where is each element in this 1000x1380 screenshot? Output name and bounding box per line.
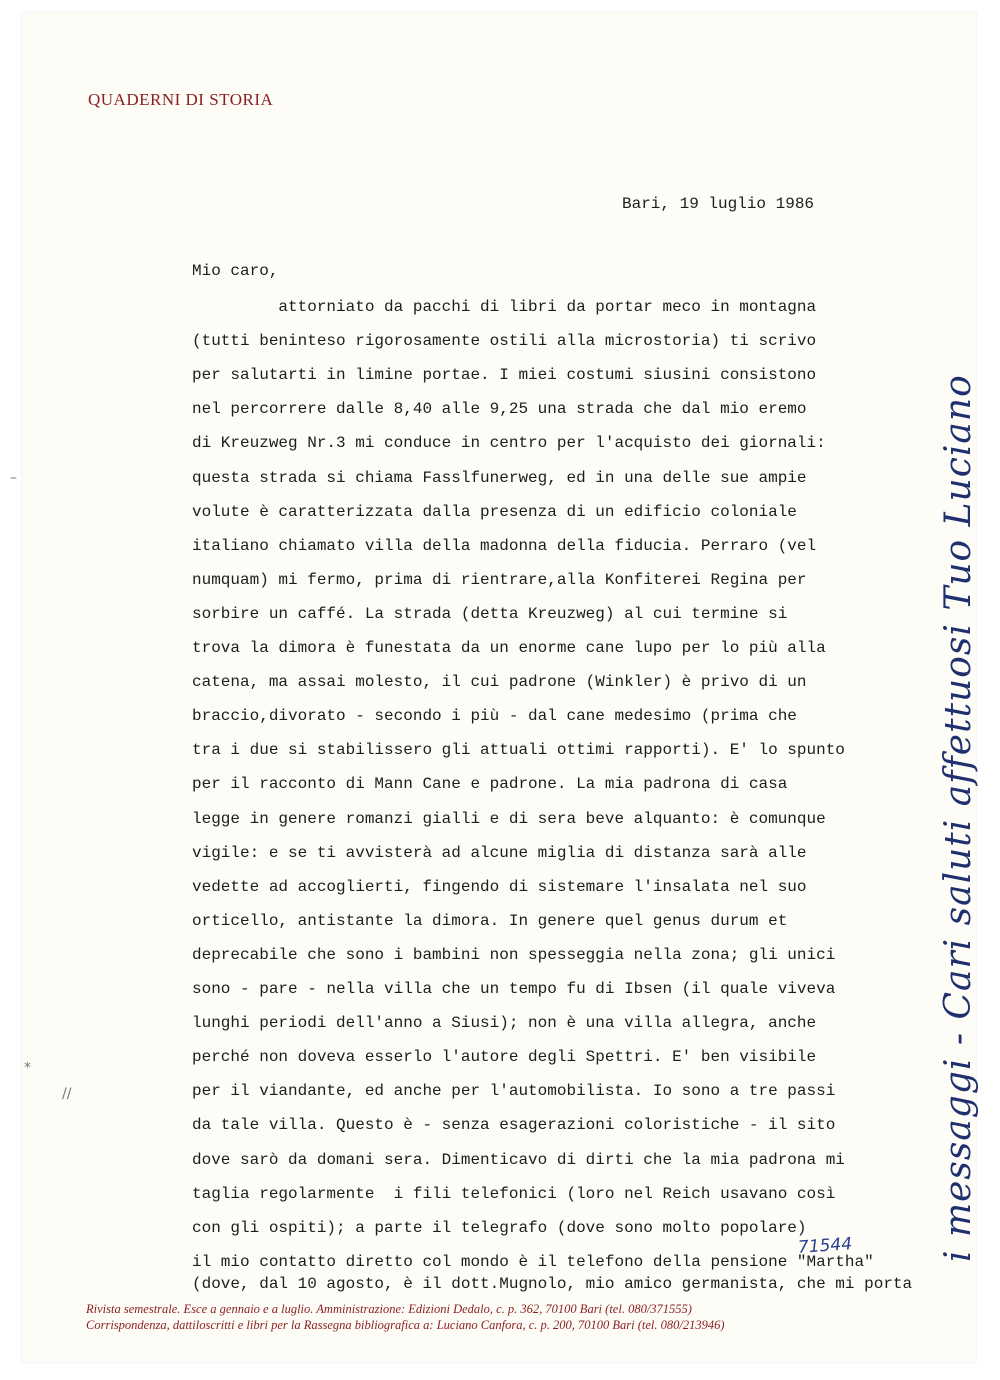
margin-asterisk-mark: * [24, 1060, 31, 1076]
footer-line-2: Corrispondenza, dattiloscritti e libri per la Rassegna bibliografica a: Luciano Canfora, c. p. 200, 70100 Bari (tel. 080/213946) [86, 1318, 725, 1332]
body-line: dove sarò da domani sera. Dimenticavo di dirti che la mia padrona mi [192, 1150, 845, 1169]
margin-slash-mark: // [62, 1086, 72, 1102]
body-line: (dove, dal 10 agosto, è il dott.Mugnolo, mio amico germanista, che mi porta [192, 1274, 913, 1293]
body-line: trova la dimora è funestata da un enorme cane lupo per lo più alla [192, 639, 826, 657]
body-line: braccio,divorato - secondo i più - dal cane medesimo (prima che [192, 707, 797, 726]
body-line: nel percorrere dalle 8,40 alle 9,25 una strada che dal mio eremo [192, 400, 807, 419]
margin-dash-mark: – [10, 470, 17, 486]
body-line: catena, ma assai molesto, il cui padrone (Winkler) è privo di un [192, 673, 807, 692]
body-line: da tale villa. Questo è - senza esagerazioni coloristiche - il sito [192, 1116, 836, 1135]
body-line: lunghi periodi dell'anno a Siusi); non è una villa allegra, anche [192, 1014, 817, 1033]
body-line: attorniato da pacchi di libri da portar meco in montagna [192, 298, 817, 316]
body-line: per salutarti in limine portae. I miei costumi siusini consistono [192, 366, 817, 385]
body-line: taglia regolarmente i fili telefonici (loro nel Reich usavano così [192, 1184, 836, 1203]
handwritten-margin-note: i messaggi - Cari saluti affettuosi Tuo Luciano [938, 374, 979, 1262]
body-line: vedette ad accoglierti, fingendo di sistemare l'insalata nel suo [192, 877, 807, 896]
body-line: vigile: e se ti avvisterà ad alcune miglia di distanza sarà alle [192, 843, 807, 862]
salutation: Mio caro, [192, 262, 279, 280]
body-line: perché non doveva esserlo l'autore degli Spettri. E' ben visibile [192, 1048, 817, 1067]
letterhead-title: QUADERNI DI STORIA [88, 90, 274, 109]
body-line: di Kreuzweg Nr.3 mi conduce in centro per l'acquisto dei giornali: [192, 434, 826, 453]
body-line: sorbire un caffé. La strada (detta Kreuzweg) al cui termine si [192, 604, 788, 623]
body-line: per il racconto di Mann Cane e padrone. La mia padrona di casa [192, 775, 788, 794]
body-line: questa strada si chiama Fasslfunerweg, ed in una delle sue ampie [192, 468, 807, 487]
body-line: per il viandante, ed anche per l'automobilista. Io sono a tre passi [192, 1082, 836, 1101]
date-line: Bari, 19 luglio 1986 [622, 195, 815, 213]
body-line: orticello, antistante la dimora. In genere quel genus durum et [192, 911, 788, 930]
body-line: legge in genere romanzi gialli e di sera beve alquanto: è comunque [192, 809, 826, 828]
reference-number: 71544 [797, 1234, 853, 1258]
body-line: volute è caratterizzata dalla presenza di un edificio coloniale [192, 502, 797, 521]
body-line: con gli ospiti); a parte il telegrafo (dove sono molto popolare) [192, 1218, 807, 1237]
body-line: numquam) mi fermo, prima di rientrare,alla Konfiterei Regina per [192, 570, 807, 589]
body-line: deprecabile che sono i bambini non spesseggia nella zona; gli unici [192, 945, 836, 964]
footer-line-1: Rivista semestrale. Esce a gennaio e a luglio. Amministrazione: Edizioni Dedalo, c. p. 362, 70100 Bari (tel. 080/371555) [86, 1302, 692, 1316]
body-line: (tutti beninteso rigorosamente ostili alla microstoria) ti scrivo [192, 332, 817, 351]
body-line: il mio contatto diretto col mondo è il telefono della pensione "Martha" [192, 1252, 874, 1271]
body-line: sono - pare - nella villa che un tempo fu di Ibsen (il quale viveva [192, 980, 836, 998]
body-line: italiano chiamato villa della madonna della fiducia. Perraro (vel [192, 536, 817, 555]
body-line: tra i due si stabilissero gli attuali ottimi rapporti). E' lo spunto [192, 741, 845, 760]
